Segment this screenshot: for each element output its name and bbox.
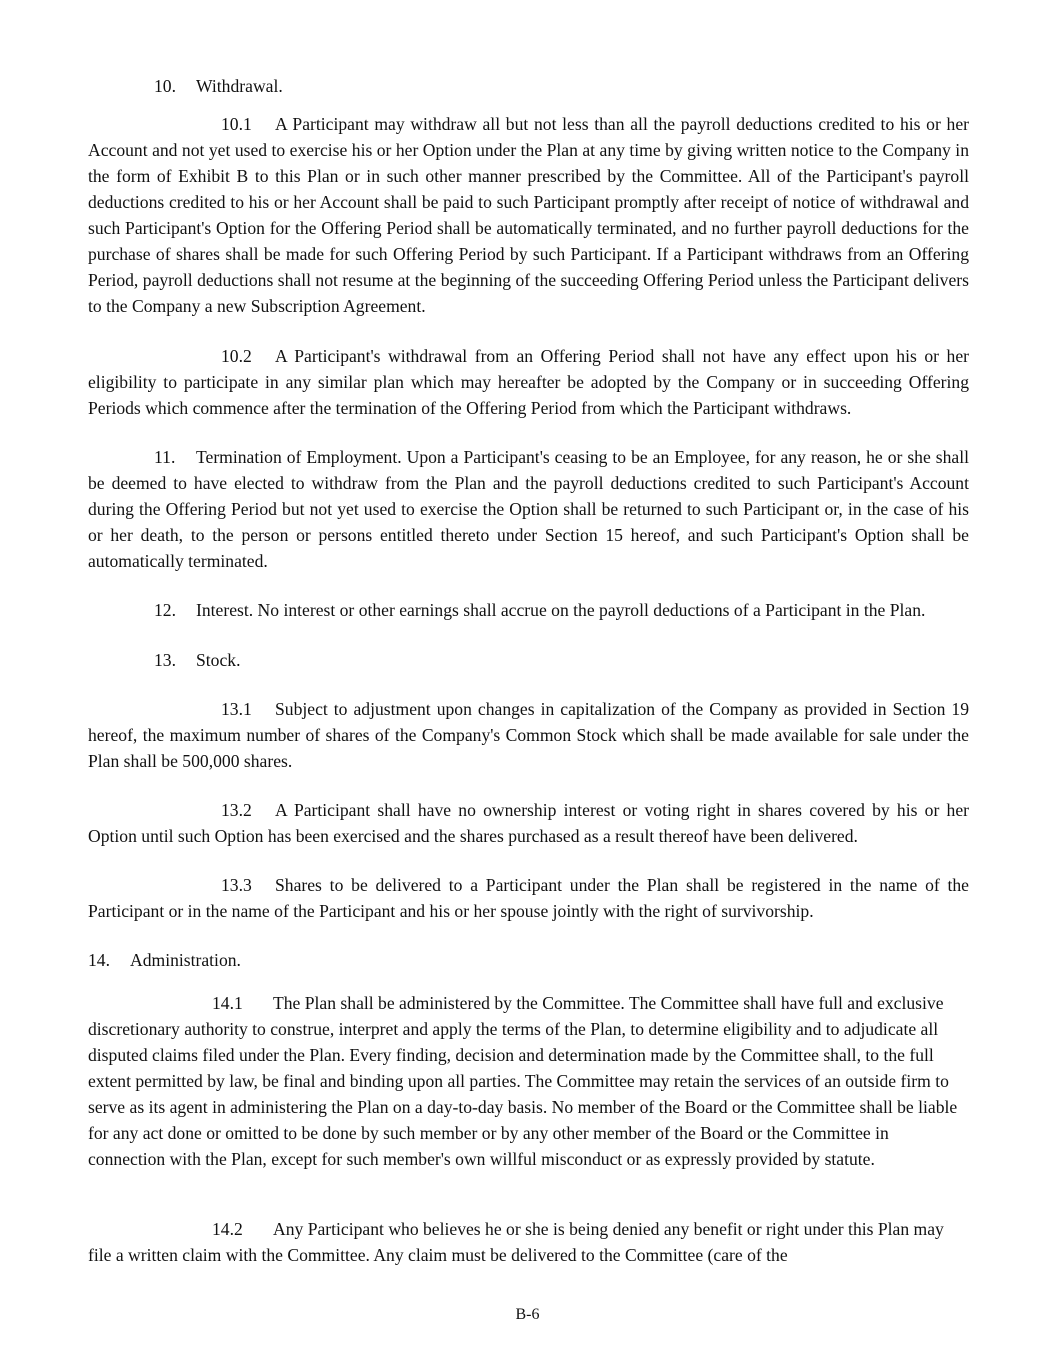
section-number: 12. xyxy=(154,600,176,620)
paragraph-14-1 xyxy=(88,990,963,1172)
section-number: 14. xyxy=(88,950,110,970)
section-10-heading xyxy=(154,73,283,99)
paragraph-text: Subject to adjustment upon changes in capitalization of the Company as provided in Section 19 hereof, the maximum number of shares of the Company's Common Stock which shall be made available for sale under the Plan shall be 500,000 shares. xyxy=(88,699,969,771)
paragraph-number: 10.2 xyxy=(221,346,252,366)
section-title: Withdrawal. xyxy=(196,76,283,96)
section-14-heading xyxy=(88,947,241,973)
paragraph-number: 14.1 xyxy=(212,993,243,1013)
section-number: 11. xyxy=(154,447,176,467)
page-number: B-6 xyxy=(515,1306,540,1323)
paragraph-text: A Participant's withdrawal from an Offering Period shall not have any effect upon his or her eligibility to participate in any similar plan which may hereafter be adopted by the Company or in succeeding Offering Periods which commence after the termination of the Offering Period from which the Participant withdraws. xyxy=(88,346,969,418)
section-number: 13. xyxy=(154,650,176,670)
paragraph-number: 13.2 xyxy=(221,800,252,820)
paragraph-text: A Participant shall have no ownership interest or voting right in shares covered by his or her Option until such Option has been exercised and the shares purchased as a result thereof have been delivered. xyxy=(88,800,969,846)
paragraph-number: 13.3 xyxy=(221,875,252,895)
paragraph-text: A Participant may withdraw all but not less than all the payroll deductions credited to his or her Account and not yet used to exercise his or her Option under the Plan at any time by giving written notice to the Company in the form of Exhibit B to this Plan or in such other manner prescribed by the Committee. All of the Participant's payroll deductions credited to his or her Account shall be paid to such Participant promptly after receipt of notice of withdrawal and such Participant's Option for the Offering Period shall be automatically terminated, and no further payroll deductions for the purchase of shares shall be made for such Offering Period by such Participant. If a Participant withdraws from an Offering Period, payroll deductions shall not resume at the beginning of the succeeding Offering Period unless the Participant delivers to the Company a new Subscription Agreement. xyxy=(88,114,969,316)
paragraph-13-1 xyxy=(88,696,969,774)
paragraph-number: 10.1 xyxy=(221,114,252,134)
section-title: Administration. xyxy=(130,950,241,970)
paragraph-text: Termination of Employment. Upon a Participant's ceasing to be an Employee, for any reason, he or she shall be deemed to have elected to withdraw from the Plan and the payroll deductions credited to such Participant's Account during the Offering Period but not yet used to exercise the Option shall be returned to such Participant or, in the case of his or her death, to the person or persons entitled thereto under Section 15 hereof, and such Participant's Option shall be automatically terminated. xyxy=(88,447,969,571)
section-12 xyxy=(154,597,925,623)
paragraph-number: 14.2 xyxy=(212,1219,243,1239)
paragraph-10-1 xyxy=(88,111,969,319)
paragraph-number: 13.1 xyxy=(221,699,252,719)
paragraph-10-2 xyxy=(88,343,969,421)
paragraph-14-2 xyxy=(88,1216,963,1268)
paragraph-text: Any Participant who believes he or she is being denied any benefit or right under this Plan may file a written claim with the Committee. Any claim must be delivered to the Committee (care of the xyxy=(88,1219,944,1265)
section-title: Stock. xyxy=(196,650,241,670)
paragraph-text: The Plan shall be administered by the Committee. The Committee shall have full and exclusive discretionary authority to construe, interpret and apply the terms of the Plan, to determine eligibility and to adjudicate all disputed claims filed under the Plan. Every finding, decision and determination made by the Committee shall, to the full extent permitted by law, be final and binding upon all parties. The Committee may retain the services of an outside firm to serve as its agent in administering the Plan on a day-to-day basis. No member of the Board or the Committee shall be liable for any act done or omitted to be done by such member or by any other member of the Board or the Committee in connection with the Plan, except for such member's own willful misconduct or as expressly provided by statute. xyxy=(88,993,958,1169)
section-13-heading xyxy=(154,647,240,673)
paragraph-text: Interest. No interest or other earnings shall accrue on the payroll deductions of a Participant in the Plan. xyxy=(196,600,926,620)
paragraph-13-2 xyxy=(88,797,969,849)
paragraph-text: Shares to be delivered to a Participant under the Plan shall be registered in the name of the Participant or in the name of the Participant and his or her spouse jointly with the right of survivorship. xyxy=(88,875,969,921)
paragraph-13-3 xyxy=(88,872,969,924)
section-11 xyxy=(88,444,969,574)
section-number: 10. xyxy=(154,76,176,96)
